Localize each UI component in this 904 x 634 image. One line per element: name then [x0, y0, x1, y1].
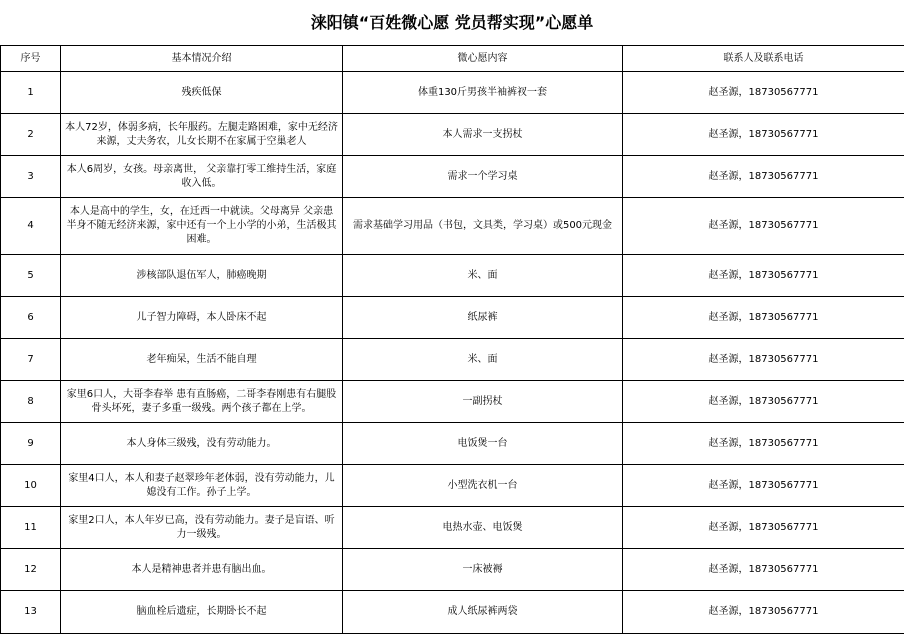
row-no: 8: [1, 381, 61, 423]
row-wish: 米、面: [343, 339, 623, 381]
row-no: 10: [1, 465, 61, 507]
row-contact: 赵圣源，18730567771: [623, 297, 904, 339]
row-info: 本人身体三级残，没有劳动能力。: [61, 423, 343, 465]
table-row: [1, 381, 904, 423]
row-contact: 赵圣源，18730567771: [623, 255, 904, 297]
row-info: 家里2口人，本人年岁已高，没有劳动能力。妻子是盲语、听力一级残。: [61, 507, 343, 549]
row-no: 5: [1, 255, 61, 297]
row-contact: 赵圣源，18730567771: [623, 423, 904, 465]
row-no: 13: [1, 591, 61, 634]
row-contact: 赵圣源，18730567771: [623, 591, 904, 634]
row-info: 残疾低保: [61, 72, 343, 114]
row-wish: 本人需求一支拐杖: [343, 114, 623, 156]
row-contact: 赵圣源，18730567771: [623, 381, 904, 423]
row-info: 老年痴呆，生活不能自理: [61, 339, 343, 381]
row-info: 涉核部队退伍军人，肺癌晚期: [61, 255, 343, 297]
row-info: 本人是精神患者并患有脑出血。: [61, 549, 343, 591]
row-wish: 成人纸尿裤两袋: [343, 591, 623, 634]
table-row: [1, 72, 904, 114]
row-wish: 小型洗衣机一台: [343, 465, 623, 507]
row-wish: 体重130斤男孩半袖裤衩一套: [343, 72, 623, 114]
table-row: [1, 507, 904, 549]
row-no: 9: [1, 423, 61, 465]
row-wish: 电热水壶、电饭煲: [343, 507, 623, 549]
row-wish: 需求一个学习桌: [343, 156, 623, 198]
row-wish: 电饭煲一台: [343, 423, 623, 465]
table-row: [1, 114, 904, 156]
table-row: [1, 465, 904, 507]
row-wish: 一副拐杖: [343, 381, 623, 423]
row-no: 4: [1, 198, 61, 255]
header-info: 基本情况介绍: [61, 46, 343, 72]
header-wish: 微心愿内容: [343, 46, 623, 72]
wish-list-table: [0, 45, 904, 634]
row-contact: 赵圣源，18730567771: [623, 549, 904, 591]
row-info: 家里6口人，大哥李春举 患有直肠癌，二哥李春刚患有右腿股骨头坏死，妻子多重一级残。两个孩子都在上学。: [61, 381, 343, 423]
row-info: 本人72岁，体弱多病，长年服药。左腿走路困难，家中无经济来源，丈夫务农，儿女长期不在家属于空巢老人: [61, 114, 343, 156]
row-wish: 需求基础学习用品（书包，文具类，学习桌）或500元现金: [343, 198, 623, 255]
row-contact: 赵圣源，18730567771: [623, 339, 904, 381]
row-contact: 赵圣源，18730567771: [623, 507, 904, 549]
row-wish: 一床被褥: [343, 549, 623, 591]
row-contact: 赵圣源，18730567771: [623, 72, 904, 114]
row-contact: 赵圣源，18730567771: [623, 114, 904, 156]
row-wish: 米、面: [343, 255, 623, 297]
row-wish: 纸尿裤: [343, 297, 623, 339]
table-header-row: [1, 46, 904, 72]
table-row: [1, 156, 904, 198]
header-contact: 联系人及联系电话: [623, 46, 904, 72]
row-no: 6: [1, 297, 61, 339]
table-row: [1, 549, 904, 591]
row-no: 1: [1, 72, 61, 114]
table-row: [1, 198, 904, 255]
table-row: [1, 423, 904, 465]
row-no: 7: [1, 339, 61, 381]
table-row: [1, 591, 904, 634]
row-contact: 赵圣源，18730567771: [623, 198, 904, 255]
table-row: [1, 255, 904, 297]
header-no: 序号: [1, 46, 61, 72]
row-info: 本人是高中的学生，女，在迁西一中就读。父母离异 父亲患半身不随无经济来源，家中还有一个上小学的小弟，生活极其困难。: [61, 198, 343, 255]
table-row: [1, 339, 904, 381]
row-no: 11: [1, 507, 61, 549]
row-info: 本人6周岁，女孩。母亲离世， 父亲靠打零工维持生活，家庭收入低。: [61, 156, 343, 198]
row-contact: 赵圣源，18730567771: [623, 465, 904, 507]
row-info: 脑血栓后遗症，长期卧长不起: [61, 591, 343, 634]
row-info: 儿子智力障碍，本人卧床不起: [61, 297, 343, 339]
row-no: 3: [1, 156, 61, 198]
row-contact: 赵圣源，18730567771: [623, 156, 904, 198]
page-title: 涞阳镇“百姓微心愿 党员帮实现”心愿单: [0, 0, 904, 45]
table-row: [1, 297, 904, 339]
row-no: 2: [1, 114, 61, 156]
row-info: 家里4口人，本人和妻子赵翠珍年老体弱，没有劳动能力，儿媳没有工作。孙子上学。: [61, 465, 343, 507]
row-no: 12: [1, 549, 61, 591]
